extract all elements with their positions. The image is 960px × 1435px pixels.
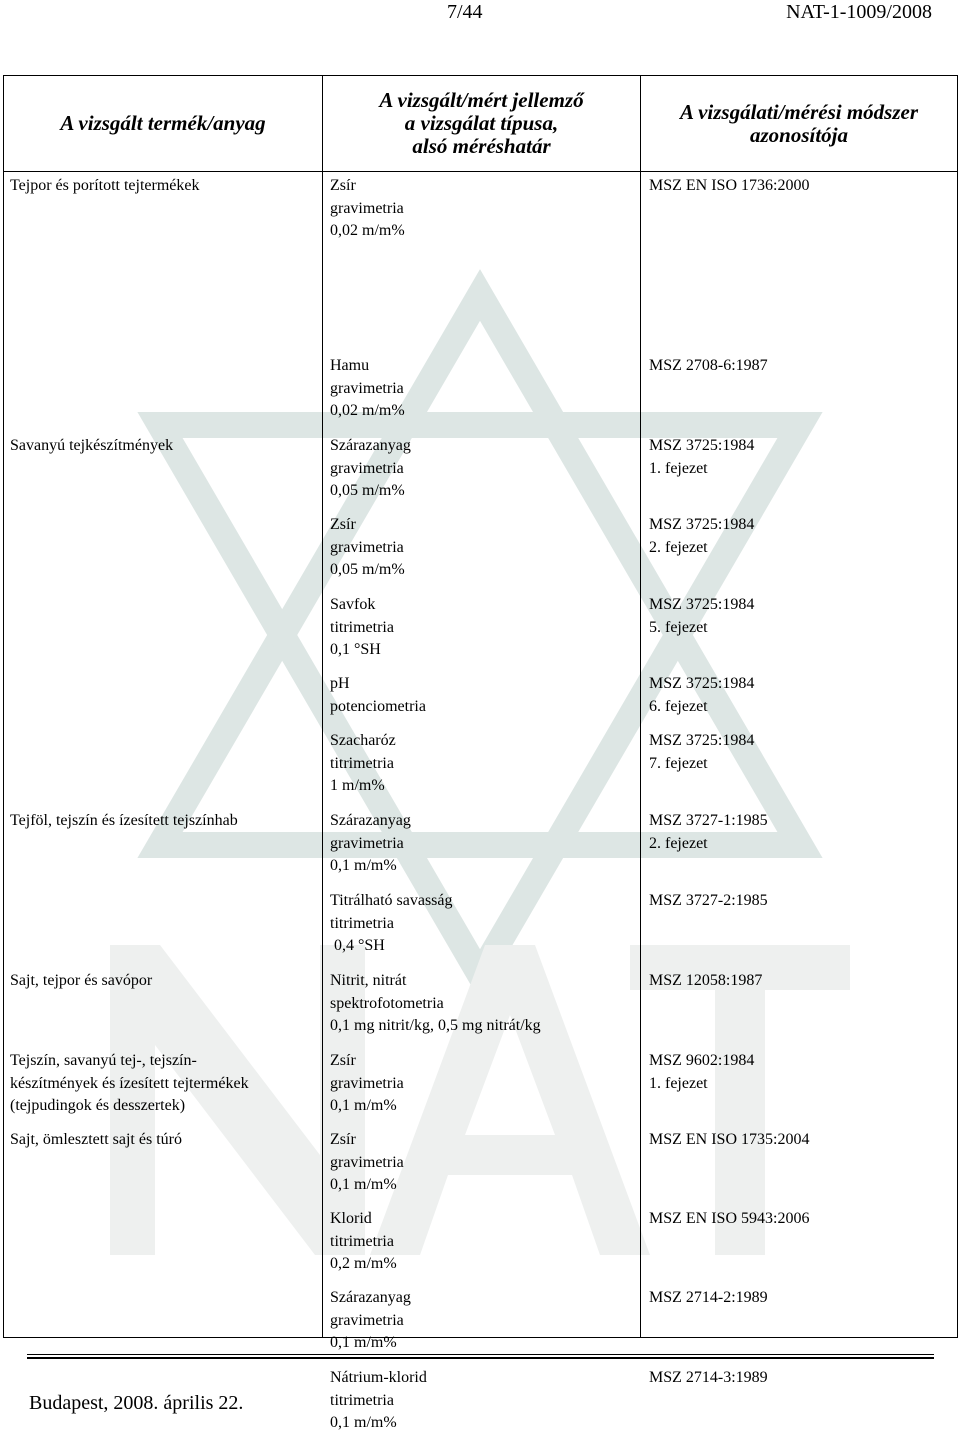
method-id: MSZ 3725:1984 xyxy=(649,516,755,533)
characteristic-line: titrimetria xyxy=(330,1391,394,1409)
characteristic-entry xyxy=(323,1129,640,1197)
method-id: MSZ 2714-2:1989 xyxy=(649,1289,768,1306)
method-id: 6. fejezet xyxy=(649,697,708,715)
method-entry xyxy=(641,1208,957,1231)
method-entry xyxy=(641,594,957,639)
table-body-row xyxy=(4,172,958,1338)
characteristic-line: gravimetria xyxy=(330,1074,404,1092)
method-entry xyxy=(641,1129,957,1152)
product-name: Sajt, ömlesztett sajt és túró xyxy=(10,1131,182,1148)
table-header-row xyxy=(4,76,958,172)
method-id: MSZ EN ISO 1735:2004 xyxy=(649,1131,810,1148)
product-name: Sajt, tejpor és savópor xyxy=(10,972,153,989)
characteristic-line: titrimetria xyxy=(330,754,394,772)
method-entry xyxy=(641,1050,957,1095)
characteristic-line: 0,1 m/m% xyxy=(330,1334,397,1351)
characteristic-line: 0,1 °SH xyxy=(330,641,381,658)
characteristic-entry xyxy=(323,1050,640,1118)
header-product-line: A vizsgált termék/anyag xyxy=(60,111,266,135)
characteristic-line: 0,02 m/m% xyxy=(330,402,405,419)
method-entry xyxy=(641,514,957,559)
header-method-line: A vizsgálati/mérési módszer xyxy=(679,99,918,124)
characteristic-line: Szárazanyag xyxy=(330,437,411,454)
characteristic-entry xyxy=(323,435,640,503)
characteristic-line: Szárazanyag xyxy=(330,1289,411,1306)
method-id: 7. fejezet xyxy=(649,754,708,772)
characteristic-line: gravimetria xyxy=(330,1311,404,1329)
characteristic-line: 0,02 m/m% xyxy=(330,222,405,239)
method-entry xyxy=(641,673,957,718)
characteristic-entry xyxy=(323,730,640,798)
header-characteristic-line: alsó méréshatár xyxy=(412,134,551,158)
method-id: MSZ 3725:1984 xyxy=(649,732,755,749)
method-entry xyxy=(641,355,957,378)
characteristic-line: titrimetria xyxy=(330,914,394,932)
method-id: 1. fejezet xyxy=(649,459,708,477)
method-entry xyxy=(641,1367,957,1390)
method-id: MSZ 2714-3:1989 xyxy=(649,1369,768,1386)
method-id: MSZ 3727-1:1985 xyxy=(649,812,768,829)
method-entry xyxy=(641,175,957,198)
method-id: 2. fejezet xyxy=(649,834,708,852)
characteristic-line: Szárazanyag xyxy=(330,812,411,829)
method-id: MSZ 3725:1984 xyxy=(649,437,755,454)
method-entry xyxy=(641,810,957,855)
characteristic-line: Klorid xyxy=(330,1210,372,1227)
characteristic-line: 0,1 m/m% xyxy=(330,1097,397,1114)
product-name: Tejszín, savanyú tej-, tejszín- xyxy=(10,1052,197,1069)
method-id: MSZ 2708-6:1987 xyxy=(649,357,768,374)
method-id: 5. fejezet xyxy=(649,618,708,636)
product-column xyxy=(4,172,322,1337)
characteristic-line: gravimetria xyxy=(330,199,404,217)
product-name: Savanyú tejkészítmények xyxy=(10,437,174,454)
header-characteristic xyxy=(323,76,640,171)
characteristic-entry xyxy=(323,970,640,1038)
characteristic-entry xyxy=(323,1287,640,1355)
characteristic-entry xyxy=(323,890,640,958)
characteristic-line: 0,05 m/m% xyxy=(330,561,405,578)
characteristic-line: Zsír xyxy=(330,516,356,533)
characteristic-line: spektrofotometria xyxy=(330,994,444,1012)
characteristic-line: gravimetria xyxy=(330,834,404,852)
characteristic-line: 0,2 m/m% xyxy=(330,1255,397,1272)
header-characteristic-line: a vizsgálat típusa, xyxy=(404,111,559,135)
method-entry xyxy=(641,890,957,913)
characteristic-line: 0,1 m/m% xyxy=(330,1414,397,1431)
characteristic-line: 0,1 mg nitrit/kg, 0,5 mg nitrát/kg xyxy=(330,1017,541,1034)
characteristic-line: pH xyxy=(330,675,350,692)
characteristic-line: 0,1 m/m% xyxy=(330,857,397,874)
characteristic-line: Zsír xyxy=(330,1052,356,1069)
characteristic-line: Nitrit, nitrát xyxy=(330,972,407,989)
characteristic-line: potenciometria xyxy=(330,697,426,715)
characteristic-line: Savfok xyxy=(330,596,376,613)
characteristic-line: titrimetria xyxy=(330,1232,394,1250)
document-id: NAT-1-1009/2008 xyxy=(786,1,932,23)
method-id: 1. fejezet xyxy=(649,1074,708,1092)
characteristic-line: Zsír xyxy=(330,1131,356,1148)
characteristic-line: Hamu xyxy=(330,357,370,374)
characteristic-entry xyxy=(323,175,640,243)
method-entry xyxy=(641,1287,957,1310)
product-name: készítmények és ízesített tejtermékek xyxy=(10,1074,249,1092)
method-entry xyxy=(641,970,957,993)
characteristic-entry xyxy=(323,673,640,718)
characteristic-line: 0,1 m/m% xyxy=(330,1176,397,1193)
product-entry xyxy=(4,1050,322,1118)
characteristic-line: Titrálható savasság xyxy=(330,892,453,909)
product-name: Tejföl, tejszín és ízesített tejszínhab xyxy=(10,812,238,829)
product-entry xyxy=(4,175,322,198)
method-id: MSZ 3725:1984 xyxy=(649,596,755,613)
characteristic-line: Nátrium-klorid xyxy=(330,1369,427,1386)
product-entry xyxy=(4,970,322,993)
product-entry xyxy=(4,810,322,833)
characteristic-line: gravimetria xyxy=(330,459,404,477)
footer-divider xyxy=(27,1357,934,1359)
method-id: 2. fejezet xyxy=(649,538,708,556)
characteristic-entry xyxy=(323,514,640,582)
method-entry xyxy=(641,435,957,480)
product-entry xyxy=(4,435,322,458)
characteristic-line: Zsír xyxy=(330,177,356,194)
header-product xyxy=(4,76,322,171)
characteristic-line: titrimetria xyxy=(330,618,394,636)
characteristic-line: 0,05 m/m% xyxy=(330,482,405,499)
characteristic-entry xyxy=(323,355,640,423)
page-number: 7/44 xyxy=(447,1,483,23)
method-id: MSZ EN ISO 1736:2000 xyxy=(649,177,810,194)
characteristic-line: 0,4 °SH xyxy=(330,937,385,954)
characteristic-entry xyxy=(323,810,640,878)
characteristic-entry xyxy=(323,1208,640,1276)
method-entry xyxy=(641,730,957,775)
characteristic-line: Szacharóz xyxy=(330,732,396,749)
method-id: MSZ 9602:1984 xyxy=(649,1052,755,1069)
method-column xyxy=(641,172,957,1386)
method-id: MSZ 3727-2:1985 xyxy=(649,892,768,909)
characteristic-entry xyxy=(323,1367,640,1435)
characteristic-line: gravimetria xyxy=(330,1153,404,1171)
characteristic-column xyxy=(323,172,640,1431)
characteristic-line: gravimetria xyxy=(330,379,404,397)
header-method-line: azonosítója xyxy=(749,122,848,147)
characteristic-entry xyxy=(323,594,640,662)
method-id: MSZ EN ISO 5943:2006 xyxy=(649,1210,810,1227)
product-name: (tejpudingok és desszertek) xyxy=(10,1097,186,1114)
product-name: Tejpor és porított tejtermékek xyxy=(10,177,200,194)
footer-place-date: Budapest, 2008. április 22. xyxy=(29,1392,244,1414)
product-entry xyxy=(4,1129,322,1152)
method-id: MSZ 3725:1984 xyxy=(649,675,755,692)
method-id: MSZ 12058:1987 xyxy=(649,972,763,989)
header-characteristic-line: A vizsgált/mért jellemző xyxy=(379,88,584,112)
header-method xyxy=(641,76,957,171)
characteristic-line: 1 m/m% xyxy=(330,777,385,794)
characteristic-line: gravimetria xyxy=(330,538,404,556)
